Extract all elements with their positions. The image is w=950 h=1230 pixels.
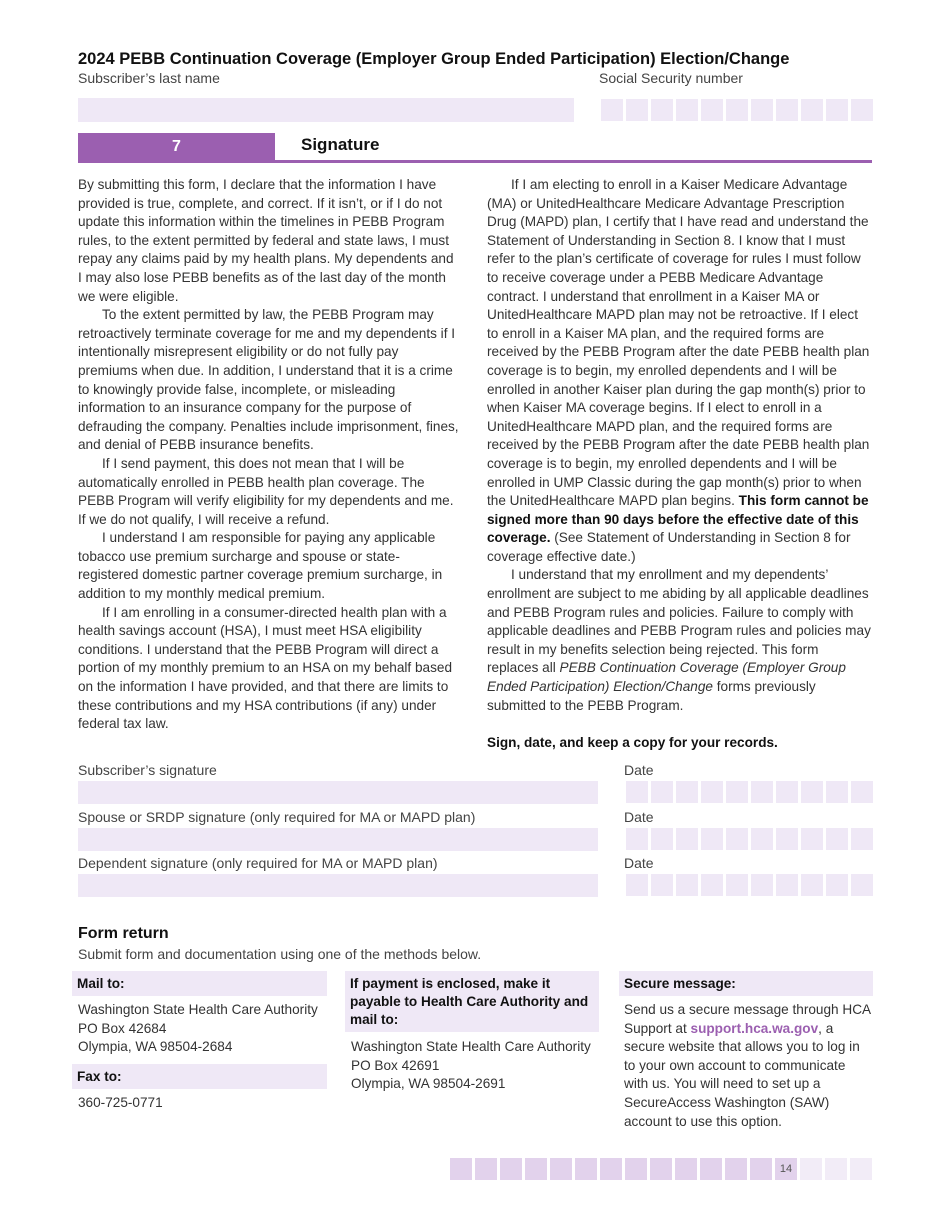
date-label: Date — [624, 762, 654, 778]
form-return-subtitle: Submit form and documentation using one of the methods below. — [78, 946, 482, 962]
spouse-date-field[interactable] — [626, 828, 873, 850]
subscriber-signature-field[interactable] — [78, 781, 598, 804]
secure-message-header: Secure message: — [619, 971, 873, 996]
mail-address: Washington State Health Care Authority PO Box 42684 Olympia, WA 98504-2684 — [78, 1002, 318, 1055]
spouse-signature-field[interactable] — [78, 828, 598, 851]
last-name-field[interactable] — [78, 98, 574, 122]
spouse-signature-label: Spouse or SRDP signature (only required for MA or MAPD plan) — [78, 809, 476, 825]
paragraph: If I send payment, this does not mean that I will be automatically enrolled in PEBB health plan coverage. The PEBB Program will verify eligibility for my dependents and me. If we do not qualify, I will receive a refund. — [78, 455, 454, 527]
dependent-signature-field[interactable] — [78, 874, 598, 897]
dependent-signature-label: Dependent signature (only required for MA or MAPD plan) — [78, 855, 438, 871]
section-title: Signature — [301, 135, 380, 154]
right-column — [487, 176, 873, 753]
subscriber-signature-label: Subscriber’s signature — [78, 762, 217, 778]
ssn-field[interactable] — [601, 99, 873, 121]
form-title: 2024 PEBB Continuation Coverage (Employer Group Ended Participation) Election/Change — [78, 50, 790, 68]
last-name-label: Subscriber’s last name — [78, 70, 220, 86]
page-indicator — [450, 1158, 872, 1180]
paragraph: I understand I am responsible for paying any applicable tobacco use premium surcharge and spouse or state-registered domestic partner coverage premium surcharge, in addition to my monthly medical premium. — [78, 530, 443, 602]
mail-header: Mail to: — [72, 971, 327, 996]
support-link[interactable]: support.hca.wa.gov — [690, 1020, 819, 1036]
page-number: 14 — [775, 1158, 797, 1180]
paragraph: If I am enrolling in a consumer-directed health plan with a health savings account (HSA), I must meet HSA eligibility conditions. I understand that the PEBB Program will direct a portion of my monthly premium to an HSA on my behalf based on the information I have provided, and that there are limits to these contributions and my HSA contributions (if any) under federal tax law. — [78, 604, 453, 732]
sign-note: Sign, date, and keep a copy for your records. — [487, 735, 778, 751]
ssn-label: Social Security number — [599, 70, 743, 86]
section-number: 7 — [78, 133, 275, 160]
secure-message-text: Send us a secure message through HCA Support at support.hca.wa.gov, a secure website that allows you to log in to your own account to communicate with us. You will need to set up a SecureAccess Washington (SAW) account to use this option. — [624, 1002, 871, 1129]
form-return-title: Form return — [78, 925, 169, 942]
subscriber-date-field[interactable] — [626, 781, 873, 803]
paragraph: If I am electing to enroll in a Kaiser Medicare Advantage (MA) or UnitedHealthcare Medicare Advantage Prescription Drug (MAPD) plan, I certify that I have read and understand the Statement of Understanding in Section 8. I know that I must refer to the plan’s certificate of coverage for rules I must follow to receive coverage under a PEBB Medicare Advantage contract. I understand that enrollment in a Kaiser MA or UnitedHealthcare MAPD plan may not be retroactive. If I elect to enroll in a Kaiser MA plan, and the required forms are received by the PEBB Program after the date PEBB health plan coverage is to begin, my enrolled dependents and I will be enrolled in another Kaiser plan during the gap month(s) prior to when Kaiser MA coverage begins. If I elect to enroll in a UnitedHealthcare MAPD plan, and the required forms are received by the PEBB Program after the date PEBB health plan coverage is to begin, my enrolled dependents and I will be enrolled in UMP Classic during the gap month(s) prior to when the UnitedHealthcare MAPD plan begins. This form cannot be signed more than 90 days before the effective date of this coverage. (See Statement of Understanding in Section 8 for coverage effective date.) — [487, 177, 870, 564]
section-header — [78, 133, 872, 163]
left-column — [78, 176, 460, 734]
payment-header: If payment is enclosed, make it payable to Health Care Authority and mail to: — [345, 971, 599, 1032]
paragraph: I understand that my enrollment and my dependents’ enrollment are subject to me abiding by all applicable deadlines and PEBB Program rules and policies. Failure to comply with applicable deadlines and PEBB Program rules and policies may result in my benefits selection being rejected. This form replaces all PEBB Continuation Coverage (Employer Group Ended Participation) Election/Change forms previously submitted to the PEBB Program. — [487, 567, 871, 713]
paragraph: By submitting this form, I declare that the information I have provided is true, complete, and correct. If it isn’t, or if I do not update this information within the timelines in PEBB Program rules, to the extent permitted by federal and state laws, I must repay any claims paid by my health plans. My dependents and I may also lose PEBB benefits as of the last day of the month we were eligible. — [78, 177, 454, 304]
payment-address: Washington State Health Care Authority PO Box 42691 Olympia, WA 98504-2691 — [351, 1039, 591, 1092]
fax-header: Fax to: — [72, 1064, 327, 1089]
dependent-date-field[interactable] — [626, 874, 873, 896]
date-label: Date — [624, 855, 654, 871]
paragraph: To the extent permitted by law, the PEBB Program may retroactively terminate coverage for me and my dependents if I intentionally misrepresent eligibility or do not fully pay premiums when due. In addition, I understand that it is a crime to knowingly provide false, incomplete, or misleading information to an insurance company for the purpose of defrauding the company. Penalties include imprisonment, fines, and denial of PEBB insurance benefits. — [78, 307, 459, 453]
fax-number: 360-725-0771 — [78, 1095, 163, 1110]
date-label: Date — [624, 809, 654, 825]
